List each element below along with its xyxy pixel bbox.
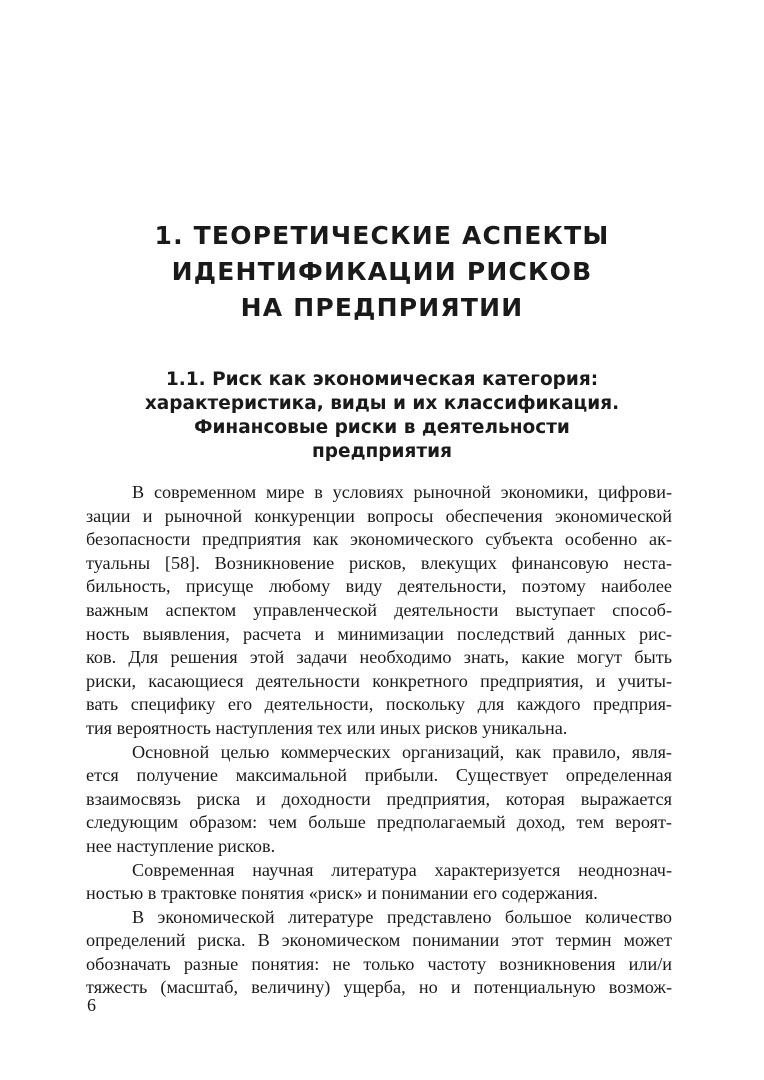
chapter-title [0, 218, 764, 326]
paragraph-line: обозначать разные понятия: не только частоту возникновения или/и [86, 953, 672, 974]
paragraph-line: нее наступление рисков. [86, 835, 276, 856]
paragraph-line: безопасности предприятия как экономического субъекта особенно ак- [86, 529, 672, 550]
paragraph-line: тяжесть (масштаб, величину) ущерба, но и потенциальную возмож- [86, 977, 672, 998]
chapter-title-line: ИДЕНТИФИКАЦИИ РИСКОВ [171, 257, 593, 286]
page-number: 6 [87, 995, 96, 1015]
paragraph-line: туальны [58]. Возникновение рисков, влекущих финансовую неста- [86, 552, 672, 573]
paragraph-line: взаимосвязь риска и доходности предприятия, которая выражается [86, 788, 672, 809]
paragraph-line: зации и рыночной конкуренции вопросы обеспечения экономической [86, 505, 672, 526]
paragraph-line: вать специфику его деятельности, поскольку для каждого предприя- [86, 694, 672, 715]
section-title [0, 368, 764, 464]
paragraph-line: ков. Для решения этой задачи необходимо знать, какие могут быть [86, 647, 672, 668]
paragraph-line: бильность, присуще любому виду деятельности, поэтому наиболее [86, 576, 672, 597]
body-text [86, 481, 672, 1000]
chapter-title-line: 1. ТЕОРЕТИЧЕСКИЕ АСПЕКТЫ [154, 221, 610, 250]
paragraph-line: ностью в трактовке понятия «риск» и понимании его содержания. [86, 883, 598, 904]
paragraph-line: риски, касающиеся деятельности конкретного предприятия, и учиты- [86, 670, 672, 691]
paragraph-line: ется получение максимальной прибыли. Существует определенная [86, 765, 672, 786]
section-title-line: характеристика, виды и их классификация. [144, 393, 620, 414]
paragraph-line: определений риска. В экономическом понимании этот термин может [86, 930, 672, 951]
paragraph-line: тия вероятность наступления тех или иных рисков уникальна. [86, 717, 568, 738]
paragraph-line: ность выявления, расчета и минимизации последствий данных рис- [86, 623, 672, 644]
paragraph-line: В современном мире в условиях рыночной экономики, цифрови- [132, 482, 672, 502]
paragraph-line: Основной целью коммерческих организаций, как правило, явля- [132, 741, 672, 762]
paragraph-line: следующим образом: чем больше предполагаемый доход, тем вероят- [86, 812, 672, 833]
section-title-line: Финансовые риски в деятельности [194, 417, 570, 438]
paragraph-line: Современная научная литература характеризуется неоднознач- [132, 859, 672, 880]
section-title-line: 1.1. Риск как экономическая категория: [165, 369, 599, 390]
chapter-title-line: НА ПРЕДПРИЯТИИ [240, 293, 524, 322]
paragraph-line: важным аспектом управленческой деятельности выступает способ- [86, 599, 672, 620]
paragraph-line: В экономической литературе представлено большое количество [132, 906, 672, 927]
section-title-line: предприятия [312, 441, 452, 462]
